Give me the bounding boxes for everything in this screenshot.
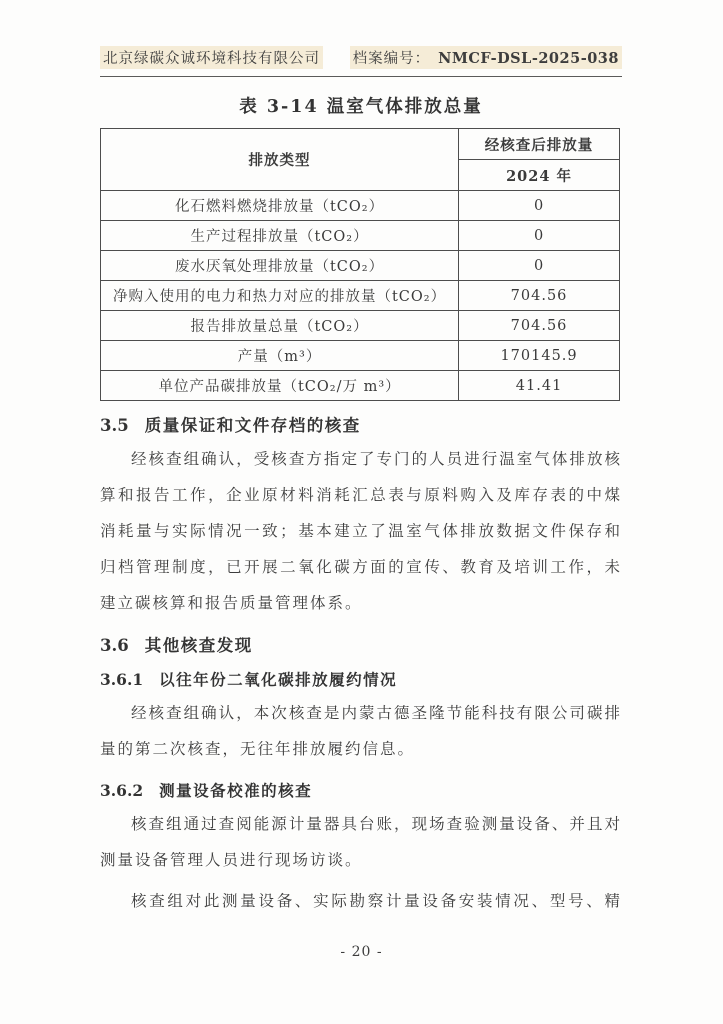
header-company-name: 北京绿碳众诚环境科技有限公司 — [100, 46, 323, 69]
section-3-6-1-heading — [100, 668, 622, 690]
section-number: 3.5 — [100, 416, 129, 435]
row-label: 报告排放量总量（tCO₂） — [101, 311, 459, 341]
table-row — [101, 311, 620, 341]
row-label: 废水厌氧处理排放量（tCO₂） — [101, 251, 459, 281]
section-number: 3.6.1 — [100, 670, 144, 689]
table-title: 表 3-14 温室气体排放总量 — [239, 97, 483, 117]
section-title: 其他核查发现 — [144, 636, 253, 655]
section-3-6-heading — [100, 632, 622, 656]
file-number-value: NMCF-DSL-2025-038 — [438, 50, 619, 67]
row-label: 单位产品碳排放量（tCO₂/万 m³） — [101, 371, 459, 401]
row-value: 704.56 — [459, 281, 620, 311]
section-number: 3.6.2 — [100, 781, 144, 800]
row-value: 0 — [459, 191, 620, 221]
row-label: 化石燃料燃烧排放量（tCO₂） — [101, 191, 459, 221]
table-row — [101, 341, 620, 371]
col-header-emission-type: 排放类型 — [101, 129, 459, 191]
section-3-6-1-paragraph: 经核查组确认，本次核查是内蒙古德圣隆节能科技有限公司碳排量的第二次核查，无往年排放履约信息。 — [100, 704, 622, 758]
row-value: 170145.9 — [459, 341, 620, 371]
col-header-verified-emissions: 经核查后排放量 — [459, 129, 620, 160]
emissions-table — [100, 128, 620, 401]
table-header-row — [101, 129, 620, 160]
table-row — [101, 221, 620, 251]
section-3-5-paragraph: 经核查组确认，受核查方指定了专门的人员进行温室气体排放核算和报告工作，企业原材料消耗汇总表与原料购入及库存表的中煤消耗量与实际情况一致；基本建立了温室气体排放数据文件保存和归档管理制度，已开展二氧化碳方面的宣传、教育及培训工作，未建立碳核算和报告质量管理体系。 — [100, 450, 622, 612]
file-number-label: 档案编号： — [352, 51, 431, 67]
page-header — [100, 46, 622, 69]
row-label: 生产过程排放量（tCO₂） — [101, 221, 459, 251]
table-row — [101, 191, 620, 221]
section-title: 测量设备校准的核查 — [159, 781, 313, 800]
row-value: 0 — [459, 221, 620, 251]
section-3-5-heading — [100, 412, 622, 436]
section-3-6-2-heading — [100, 779, 622, 801]
col-subheader-year: 2024 年 — [459, 160, 620, 191]
table-row — [101, 371, 620, 401]
row-label: 产量（m³） — [101, 341, 459, 371]
row-value: 0 — [459, 251, 620, 281]
row-value: 704.56 — [459, 311, 620, 341]
section-title: 以往年份二氧化碳排放履约情况 — [159, 670, 398, 689]
section-3-6-2-paragraph: 核查组通过查阅能源计量器具台账，现场查验测量设备、并且对测量设备管理人员进行现场访谈。 — [100, 815, 622, 869]
table-row — [101, 251, 620, 281]
table-row — [101, 281, 620, 311]
section-3-6-2-paragraph-continued: 核查组对此测量设备、实际勘察计量设备安装情况、型号、精 — [131, 892, 622, 910]
section-number: 3.6 — [100, 636, 129, 655]
section-title: 质量保证和文件存档的核查 — [144, 416, 361, 435]
page-footer: - 20 - — [340, 944, 383, 960]
header-divider — [100, 76, 622, 77]
row-value: 41.41 — [459, 371, 620, 401]
row-label: 净购入使用的电力和热力对应的排放量（tCO₂） — [101, 281, 459, 311]
header-file-number — [350, 46, 622, 69]
